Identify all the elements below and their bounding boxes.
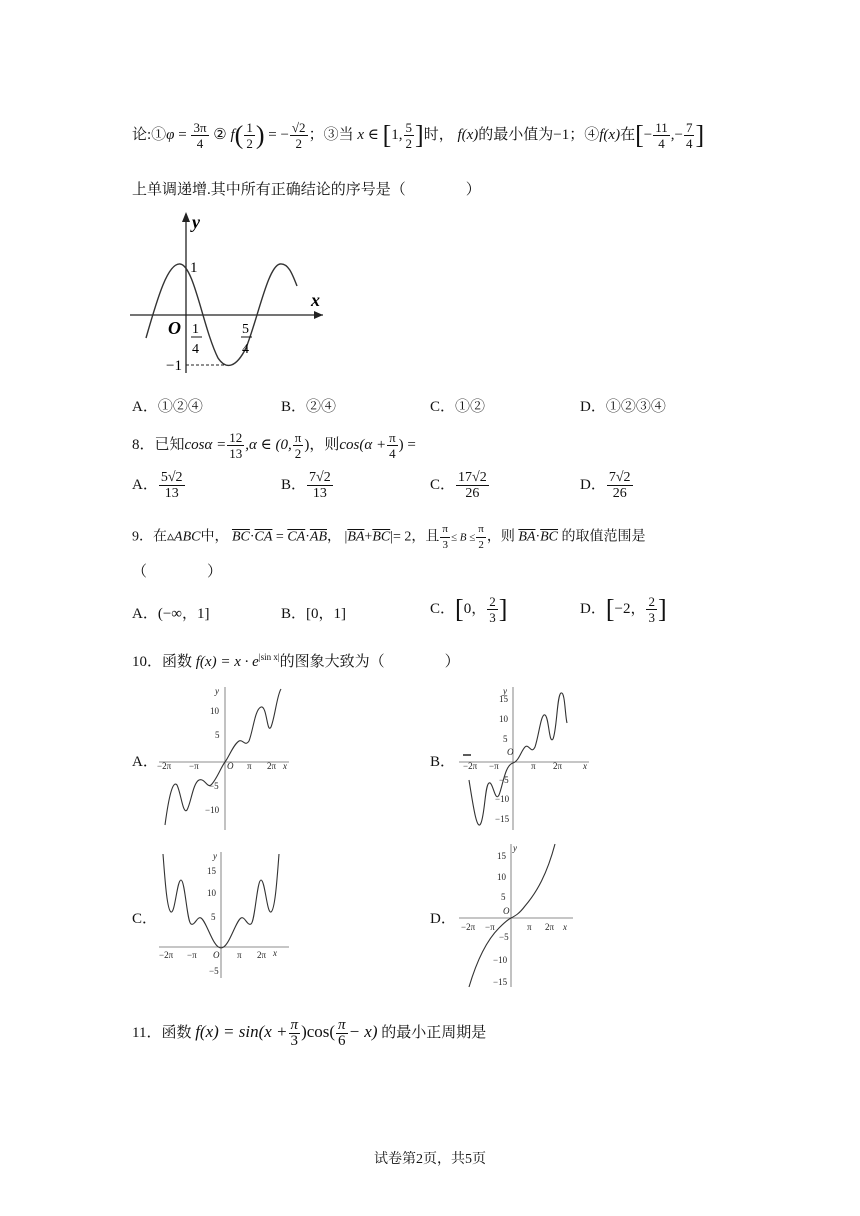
q9-option-a[interactable]: A．(−∞，1]	[132, 606, 210, 622]
svg-text:2π: 2π	[545, 922, 555, 932]
svg-text:−2π: −2π	[159, 950, 174, 960]
svg-text:x: x	[311, 290, 320, 310]
q10-graph-c	[155, 850, 295, 982]
svg-text:y: y	[215, 686, 219, 696]
q7-conclusions-line: 论:①φ = $\frac{3\pi}{4}$ ② f( $\frac{1}{2}$ ) = − $\frac{√2}{2}$ ；③当 x ∈ [1, $\frac{5}{2}$ ]时， f(x)的最小值为−1；④f(x)在[− $\frac{11}{4}$ ,− $\frac{7}{4}$ ]	[132, 120, 705, 151]
svg-text:x: x	[283, 761, 287, 771]
svg-text:−5: −5	[209, 781, 219, 791]
svg-text:15: 15	[207, 866, 216, 876]
q7-option-c[interactable]: C．①②	[430, 399, 486, 415]
svg-text:x: x	[273, 948, 277, 958]
svg-text:15: 15	[499, 694, 508, 704]
svg-text:O: O	[507, 747, 514, 757]
svg-text:π: π	[237, 950, 242, 960]
q10-option-b[interactable]: B．	[430, 754, 456, 770]
q9-stem: 9．在▵ABC中， $\overline{BC}\cdot\overline{CA} = \overline{CA}\cdot\overline{AB}$， $|\overline{BA}+\overline{BC}|= 2$，且 $\frac{\pi}{3}$ ≤ B ≤ $\frac{\pi}{2}$ ，则 $\overline{BA}\cdot\overline{BC}$ 的取值范围是	[132, 523, 646, 551]
svg-text:5: 5	[211, 912, 216, 922]
q9-option-d[interactable]: D．[−2， $\frac{2}{3}$ ]	[580, 594, 667, 625]
q10-stem: 10．函数 $f(x) = x \cdot e^{|sin x|}$的图象大致为（ ）	[132, 652, 460, 670]
svg-text:π: π	[531, 761, 536, 771]
svg-text:π: π	[247, 761, 252, 771]
q10-option-d[interactable]: D．	[430, 911, 456, 927]
svg-text:O: O	[168, 318, 181, 338]
q7-option-a[interactable]: A．①②④	[132, 399, 203, 415]
q7-sine-graph	[128, 208, 328, 378]
svg-text:−2π: −2π	[463, 761, 478, 771]
q9-option-b[interactable]: B．[0，1]	[281, 606, 347, 622]
svg-text:10: 10	[499, 714, 508, 724]
q10-graph-d	[455, 842, 585, 990]
q7-option-d[interactable]: D．①②③④	[580, 399, 666, 415]
svg-text:O: O	[227, 761, 234, 771]
svg-text:4: 4	[242, 342, 249, 357]
svg-text:5: 5	[242, 322, 249, 337]
page-footer: 试卷第2页，共5页	[374, 1152, 486, 1167]
svg-text:π: π	[527, 922, 532, 932]
svg-text:1: 1	[190, 260, 198, 276]
svg-text:10: 10	[497, 872, 506, 882]
q8-stem: 8．已知cosα = $\frac{12}{13}$ ,α ∈ (0, $\frac{\pi}{2}$ )，则cos(α + $\frac{\pi}{4}$ ) =	[132, 430, 416, 461]
svg-text:−5: −5	[209, 966, 219, 976]
svg-text:−15: −15	[495, 814, 510, 824]
svg-text:−10: −10	[495, 794, 510, 804]
svg-text:15: 15	[497, 851, 506, 861]
q7-lead: 论:①	[132, 126, 167, 143]
q8-option-a[interactable]: A． $\frac{5√2}{13}$	[132, 470, 183, 501]
svg-text:2π: 2π	[553, 761, 563, 771]
svg-text:−15: −15	[493, 977, 508, 987]
svg-text:5: 5	[215, 730, 220, 740]
svg-text:4: 4	[192, 342, 199, 357]
svg-text:5: 5	[503, 734, 508, 744]
svg-text:2π: 2π	[257, 950, 267, 960]
q7-phi-frac: $\frac{3\pi}{4}$	[193, 120, 207, 151]
q8-option-b[interactable]: B． $\frac{7√2}{13}$	[281, 470, 331, 501]
svg-text:−2π: −2π	[461, 922, 476, 932]
svg-text:O: O	[213, 950, 220, 960]
svg-text:1: 1	[192, 322, 199, 337]
svg-text:−5: −5	[499, 932, 509, 942]
svg-text:5: 5	[501, 892, 506, 902]
svg-text:x: x	[583, 761, 587, 771]
q10-graph-a	[155, 685, 295, 833]
svg-text:−5: −5	[499, 775, 509, 785]
q9-answer-paren: （ ）	[132, 564, 223, 580]
q10-graph-b	[455, 685, 595, 833]
svg-text:−π: −π	[187, 950, 197, 960]
svg-text:10: 10	[210, 706, 219, 716]
svg-text:y: y	[192, 212, 200, 232]
svg-text:−10: −10	[493, 955, 508, 965]
svg-text:O: O	[503, 906, 510, 916]
svg-text:−10: −10	[205, 805, 220, 815]
svg-text:−π: −π	[485, 922, 495, 932]
q9-option-c[interactable]: C．[0， $\frac{2}{3}$ ]	[430, 594, 508, 625]
svg-text:y: y	[503, 686, 507, 696]
svg-text:x: x	[563, 922, 567, 932]
svg-text:−1: −1	[166, 358, 182, 374]
q7-question-line: 上单调递增.其中所有正确结论的序号是（ ）	[132, 182, 481, 198]
svg-text:y: y	[213, 851, 217, 861]
q8-option-c[interactable]: C． $\frac{17√2}{26}$	[430, 470, 487, 501]
q10-option-c[interactable]: C．	[132, 911, 158, 927]
q11-stem: 11．函数 f(x) = sin(x + $\frac{\pi}{3}$ )cos( $\frac{\pi}{6}$ − x) 的最小正周期是	[132, 1017, 487, 1049]
svg-text:10: 10	[207, 888, 216, 898]
q10-option-a[interactable]: A．	[132, 754, 158, 770]
svg-text:−π: −π	[489, 761, 499, 771]
q8-option-d[interactable]: D． $\frac{7√2}{26}$	[580, 470, 631, 501]
svg-text:y: y	[513, 843, 517, 853]
svg-text:2π: 2π	[267, 761, 277, 771]
svg-text:−π: −π	[189, 761, 199, 771]
q7-option-b[interactable]: B．②④	[281, 399, 337, 415]
svg-text:−2π: −2π	[157, 761, 172, 771]
